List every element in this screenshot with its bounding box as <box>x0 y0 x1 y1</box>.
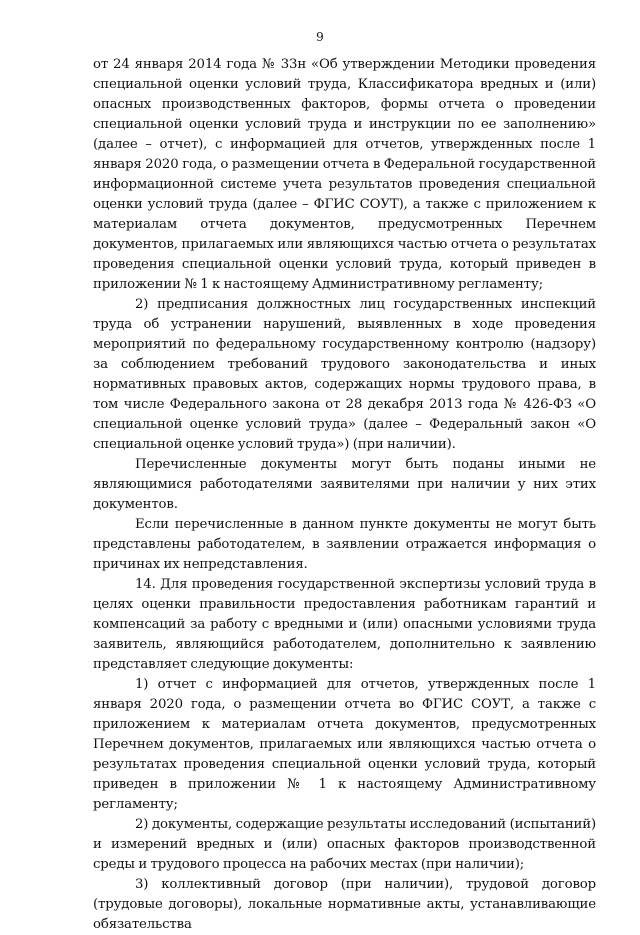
paragraph-item-2: 2) предписания должностных лиц государственных инспекций труда об устранении нарушений, выявленных в ходе проведения мероприятий по федеральному государственному контролю (надзору) за соблюдением требований трудового законодательства и иных нормативных правовых актов, содержащих нормы трудового права, в том числе Федерального закона от 28 декабря 2013 года № 426-ФЗ «О специальной оценке условий труда» (далее – Федеральный закон «О специальной оценке условий труда») (при наличии). <box>93 297 596 452</box>
page-number: 9 <box>316 30 324 44</box>
paragraph-non-submission: Если перечисленные в данном пункте документы не могут быть представлены работодателем, в заявлении отражается информация о причинах их непредставления. <box>93 517 596 572</box>
paragraph-clause-14-item-1: 1) отчет с информацией для отчетов, утвержденных после 1 января 2020 года, о размещении отчета во ФГИС СОУТ, а также с приложением к материалам отчета документов, предусмотренных Перечнем документов, прилагаемых или являющихся частью отчета о результатах проведения специальной оценки условий труда, который приведен в приложении № 1 к настоящему Административному регламенту; <box>93 677 596 812</box>
paragraph-clause-14-item-2: 2) документы, содержащие результаты исследований (испытаний) и измерений вредных и (или) опасных факторов производственной среды и трудового процесса на рабочих местах (при наличии); <box>93 817 596 872</box>
paragraph-continuation: от 24 января 2014 года № 33н «Об утверждении Методики проведения специальной оценки условий труда, Классификатора вредных и (или) опасных производственных факторов, формы отчета о проведении специальной оценки условий труда и инструкции по ее заполнению» (далее – отчет), с информацией для отчетов, утвержденных после 1 января 2020 года, о размещении отчета в Федеральной государственной информационной системе учета результатов проведения специальной оценки условий труда (далее – ФГИС СОУТ), а также с приложением к материалам отчета документов, предусмотренных Перечнем документов, прилагаемых или являющихся частью отчета о результатах проведения специальной оценки условий труда, который приведен в приложении № 1 к настоящему Административному регламенту; <box>93 57 596 292</box>
paragraph-other-applicants: Перечисленные документы могут быть поданы иными не являющимися работодателями заявителями при наличии у них этих документов. <box>93 457 596 512</box>
paragraph-clause-14: 14. Для проведения государственной экспертизы условий труда в целях оценки правильности предоставления работникам гарантий и компенсаций за работу с вредными и (или) опасными условиями труда заявитель, являющийся работодателем, дополнительно к заявлению представляет следующие документы: <box>93 577 596 672</box>
document-body <box>93 55 596 935</box>
paragraph-clause-14-item-3: 3) коллективный договор (при наличии), трудовой договор (трудовые договоры), локальные нормативные акты, устанавливающие обязательства <box>93 877 596 932</box>
